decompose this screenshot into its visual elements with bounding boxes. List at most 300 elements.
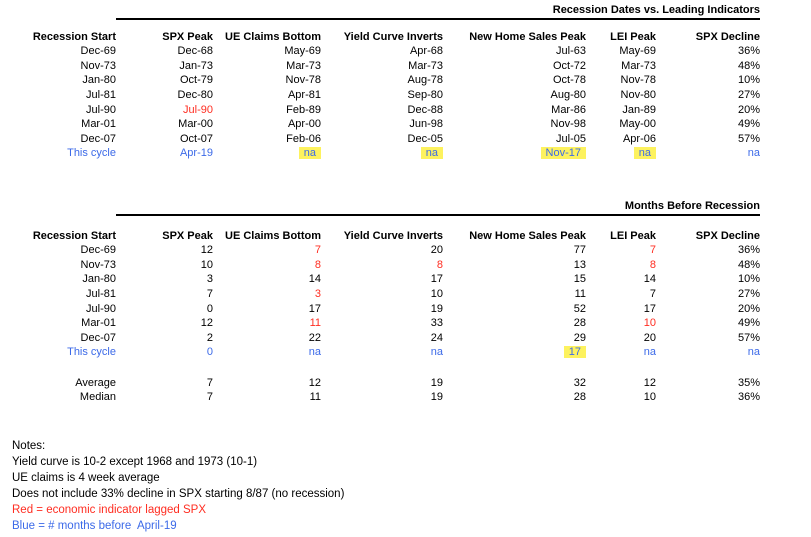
cell: [213, 316, 321, 331]
cell: [213, 146, 321, 161]
cell-text: 33: [430, 317, 443, 330]
table-row: [0, 360, 760, 391]
cell: [321, 88, 443, 103]
cell-text: Dec-07: [80, 132, 116, 145]
cell: [321, 360, 443, 391]
cell-text: 12: [200, 317, 213, 330]
cell: [656, 345, 760, 360]
cell-text: na: [747, 346, 760, 359]
cell-text: Dec-68: [177, 45, 213, 58]
cell-text: Dec-05: [407, 132, 443, 145]
header-row: [0, 19, 760, 45]
cell-text: na: [308, 346, 321, 359]
cell-text: Dec-07: [80, 331, 116, 344]
column-header: SPX Peak: [162, 30, 213, 43]
cell: [656, 88, 760, 103]
note-line: Yield curve is 10-2 except 1968 and 1973 (10-1): [12, 456, 258, 469]
cell: [656, 103, 760, 118]
cell-text: Oct-79: [179, 74, 213, 87]
cell-text: Oct-78: [552, 74, 586, 87]
cell-text: Mar-01: [81, 317, 116, 330]
cell: [586, 59, 656, 74]
cell: [0, 243, 116, 258]
cell-text: Nov-98: [550, 118, 586, 131]
cell: [116, 132, 213, 147]
cell-text: Jul-81: [86, 287, 116, 300]
cell-text: 19: [430, 302, 443, 315]
cell-text: 13: [573, 258, 586, 271]
cell-text: Jul-05: [556, 132, 586, 145]
cell: [116, 117, 213, 132]
cell-text: 57%: [737, 132, 760, 145]
cell: [213, 331, 321, 346]
cell: [116, 331, 213, 346]
cell-text: Jan-80: [82, 273, 116, 286]
cell-text: Nov-73: [80, 59, 116, 72]
cell: [656, 117, 760, 132]
cell: [321, 73, 443, 88]
cell-text: 27%: [737, 287, 760, 300]
table-title: Recession Dates vs. Leading Indicators: [116, 3, 760, 19]
cell-text: Jun-98: [409, 118, 443, 131]
cell-text: Jan-73: [179, 59, 213, 72]
cell: [321, 59, 443, 74]
cell-text: 7: [649, 244, 656, 257]
cell: [0, 272, 116, 287]
cell-text: 7: [314, 244, 321, 257]
cell: [586, 287, 656, 302]
cell: [0, 73, 116, 88]
cell: [116, 44, 213, 59]
cell: [213, 117, 321, 132]
cell-text: Aug-78: [407, 74, 443, 87]
cell: [443, 345, 586, 360]
cell: [213, 59, 321, 74]
cell: [656, 73, 760, 88]
cell-text: Aug-80: [550, 88, 586, 101]
cell-text: 10%: [737, 74, 760, 87]
cell-text: 20: [643, 331, 656, 344]
cell: [213, 302, 321, 317]
column-header: LEI Peak: [610, 30, 656, 43]
column-header: Yield Curve Inverts: [343, 229, 443, 242]
cell-text: Nov-80: [620, 88, 656, 101]
cell-text: na: [421, 147, 443, 159]
cell: [0, 316, 116, 331]
cell: [213, 88, 321, 103]
cell-text: 0: [206, 302, 213, 315]
cell-text: Jul-90: [86, 302, 116, 315]
column-header: Recession Start: [32, 30, 116, 43]
cell: [0, 132, 116, 147]
cell-text: 2: [206, 331, 213, 344]
cell-text: 7: [206, 287, 213, 300]
cell: [443, 88, 586, 103]
table-row: [0, 59, 760, 74]
cell: [0, 44, 116, 59]
cell: [0, 331, 116, 346]
cell: [656, 146, 760, 161]
cell: [586, 146, 656, 161]
table-row: [0, 132, 760, 147]
column-header: New Home Sales Peak: [469, 30, 586, 43]
column-header: SPX Decline: [695, 229, 760, 242]
cell-text: 15: [573, 273, 586, 286]
cell: [321, 272, 443, 287]
cell-text: na: [430, 346, 443, 359]
cell: [443, 146, 586, 161]
cell-text: 3: [206, 273, 213, 286]
cell: [116, 146, 213, 161]
cell-text: 22: [308, 331, 321, 344]
cell: [656, 331, 760, 346]
cell: [443, 302, 586, 317]
table-row: [0, 117, 760, 132]
cell: [586, 360, 656, 391]
cell-text: Dec-69: [80, 244, 116, 257]
table-body: [0, 44, 760, 161]
table-row: [0, 345, 760, 360]
cell: [0, 258, 116, 273]
table-row: [0, 287, 760, 302]
cell: [656, 132, 760, 147]
cell-text: Dec-88: [407, 103, 443, 116]
cell-text: Apr-68: [409, 45, 443, 58]
cell: [321, 316, 443, 331]
cell-text: na: [747, 147, 760, 160]
cell: [213, 360, 321, 391]
cell: [116, 59, 213, 74]
cell: [116, 258, 213, 273]
column-header: SPX Decline: [695, 30, 760, 43]
cell-text: 17: [643, 302, 656, 315]
table-row: [0, 243, 760, 258]
cell-text: 52: [573, 302, 586, 315]
cell: [586, 258, 656, 273]
cell: [443, 44, 586, 59]
cell: [443, 117, 586, 132]
column-header: New Home Sales Peak: [469, 229, 586, 242]
cell-text: 3: [314, 287, 321, 300]
table-title: Months Before Recession: [116, 199, 760, 215]
cell: [321, 287, 443, 302]
cell: [0, 88, 116, 103]
cell-text: Jul-63: [556, 45, 586, 58]
cell: [116, 103, 213, 118]
cell: [586, 44, 656, 59]
cell-text: 11: [309, 317, 321, 330]
cell: [0, 302, 116, 317]
cell-text: 36%: [737, 244, 760, 257]
cell: [321, 345, 443, 360]
cell-text: Jan-89: [622, 103, 656, 116]
cell: [586, 272, 656, 287]
cell: [321, 258, 443, 273]
cell: [656, 390, 760, 405]
column-header: SPX Peak: [162, 229, 213, 242]
cell: [443, 390, 586, 405]
cell-text: Nov-78: [285, 74, 321, 87]
cell: [443, 331, 586, 346]
cell-text: 8: [436, 258, 443, 271]
cell: [213, 132, 321, 147]
cell-text: 49%: [737, 118, 760, 131]
header-row: [0, 215, 760, 244]
cell-text: Mar-73: [621, 59, 656, 72]
cell: [116, 360, 213, 391]
notes: [12, 438, 811, 534]
cell: [586, 331, 656, 346]
title-row: [0, 3, 760, 19]
column-header: Recession Start: [32, 229, 116, 242]
table-row: [0, 103, 760, 118]
cell-text: 48%: [737, 59, 760, 72]
spacer-cell: [0, 199, 116, 215]
cell-text: 57%: [737, 331, 760, 344]
cell-text: 20%: [737, 103, 760, 116]
cell-text: May-69: [284, 45, 321, 58]
cell-text: Sep-80: [407, 88, 443, 101]
cell-text: Apr-19: [179, 147, 213, 160]
cell-text: Median: [79, 391, 116, 404]
cell: [321, 132, 443, 147]
table-row: [0, 258, 760, 273]
cell: [0, 345, 116, 360]
note-line: Blue = # months before April-19: [12, 520, 177, 533]
table-row: [0, 272, 760, 287]
spacer-cell: [0, 3, 116, 19]
cell: [443, 243, 586, 258]
cell: [586, 132, 656, 147]
cell-text: Dec-80: [177, 88, 213, 101]
cell-text: 17: [308, 302, 321, 315]
cell: [586, 243, 656, 258]
cell-text: 8: [314, 258, 321, 271]
cell: [656, 243, 760, 258]
cell: [213, 258, 321, 273]
title-row: [0, 199, 760, 215]
cell-text: 10: [643, 391, 656, 404]
table-row: [0, 73, 760, 88]
table-row: [0, 316, 760, 331]
column-header: UE Claims Bottom: [225, 229, 321, 242]
column-header: Yield Curve Inverts: [343, 30, 443, 43]
cell: [443, 258, 586, 273]
note-line: Red = economic indicator lagged SPX: [12, 504, 207, 517]
cell-text: Mar-01: [81, 118, 116, 131]
cell: [0, 360, 116, 391]
cell: [321, 44, 443, 59]
cell: [116, 272, 213, 287]
cell: [116, 390, 213, 405]
cell: [443, 59, 586, 74]
cell: [656, 59, 760, 74]
cell-text: 20%: [737, 302, 760, 315]
cell-text: 14: [308, 273, 321, 286]
cell-text: 36%: [737, 391, 760, 404]
cell: [443, 287, 586, 302]
cell: [443, 132, 586, 147]
cell: [213, 345, 321, 360]
cell-text: 19: [430, 376, 443, 389]
cell-text: 48%: [737, 258, 760, 271]
note-line: Notes:: [12, 440, 46, 453]
cell-text: Dec-69: [80, 45, 116, 58]
cell-text: na: [643, 346, 656, 359]
cell: [586, 88, 656, 103]
cell-text: Mar-00: [178, 118, 213, 131]
cell-text: Apr-06: [622, 132, 656, 145]
cell-text: na: [634, 147, 656, 159]
cell: [0, 390, 116, 405]
cell-text: 12: [200, 244, 213, 257]
cell-text: 36%: [737, 45, 760, 58]
cell: [321, 117, 443, 132]
cell: [213, 390, 321, 405]
cell: [213, 103, 321, 118]
cell-text: 10: [430, 287, 443, 300]
cell-text: 11: [309, 391, 321, 404]
cell-text: Average: [75, 376, 116, 389]
cell-text: 11: [574, 287, 586, 300]
cell: [656, 272, 760, 287]
cell: [656, 360, 760, 391]
cell-text: 10: [200, 258, 213, 271]
cell-text: 0: [206, 346, 213, 359]
cell-text: Jan-80: [82, 74, 116, 87]
cell: [321, 302, 443, 317]
cell: [586, 390, 656, 405]
column-header: LEI Peak: [610, 229, 656, 242]
cell: [0, 287, 116, 302]
cell: [116, 302, 213, 317]
recession-dates-table: [0, 3, 760, 161]
cell-text: 8: [649, 258, 656, 271]
cell-text: 35%: [737, 376, 760, 389]
months-before-recession-table: [0, 199, 760, 405]
cell-text: Mar-73: [286, 59, 321, 72]
cell: [116, 88, 213, 103]
cell-text: 12: [643, 376, 656, 389]
cell-text: Jul-81: [86, 88, 116, 101]
cell-text: May-69: [619, 45, 656, 58]
cell-text: 77: [573, 244, 586, 257]
cell: [443, 272, 586, 287]
cell: [321, 331, 443, 346]
cell: [586, 103, 656, 118]
cell-text: Oct-07: [179, 132, 213, 145]
table-row: [0, 88, 760, 103]
table-row: [0, 44, 760, 59]
cell: [116, 316, 213, 331]
cell-text: 17: [430, 273, 443, 286]
cell-text: na: [299, 147, 321, 159]
cell: [213, 243, 321, 258]
cell-text: 14: [643, 273, 656, 286]
cell-text: Nov-78: [620, 74, 656, 87]
cell-text: 49%: [737, 317, 760, 330]
cell-text: Mar-86: [551, 103, 586, 116]
cell-text: 29: [573, 331, 586, 344]
note-line: UE claims is 4 week average: [12, 472, 160, 485]
table-row: [0, 390, 760, 405]
cell-text: 12: [308, 376, 321, 389]
cell-text: 10: [643, 317, 656, 330]
cell: [116, 345, 213, 360]
cell-text: 27%: [737, 88, 760, 101]
cell-text: 20: [430, 244, 443, 257]
table-row: [0, 146, 760, 161]
cell: [443, 103, 586, 118]
table-row: [0, 331, 760, 346]
table-row: [0, 302, 760, 317]
cell-text: 10%: [737, 273, 760, 286]
cell: [0, 117, 116, 132]
cell: [213, 73, 321, 88]
cell: [656, 316, 760, 331]
cell-text: Feb-06: [286, 132, 321, 145]
cell: [443, 360, 586, 391]
cell-text: Jul-90: [86, 103, 116, 116]
cell-text: Apr-81: [287, 88, 321, 101]
cell: [321, 146, 443, 161]
cell: [213, 44, 321, 59]
cell: [586, 302, 656, 317]
cell: [656, 302, 760, 317]
cell: [656, 287, 760, 302]
cell-text: 7: [206, 391, 213, 404]
cell-text: Apr-00: [287, 118, 321, 131]
cell: [656, 258, 760, 273]
cell: [116, 73, 213, 88]
cell: [321, 103, 443, 118]
cell: [0, 59, 116, 74]
cell: [213, 287, 321, 302]
cell: [586, 316, 656, 331]
cell-text: 28: [573, 391, 586, 404]
note-line: Does not include 33% decline in SPX starting 8/87 (no recession): [12, 488, 345, 501]
cell: [321, 243, 443, 258]
cell-text: 19: [430, 391, 443, 404]
cell-text: 28: [573, 317, 586, 330]
cell: [116, 243, 213, 258]
column-header: UE Claims Bottom: [225, 30, 321, 43]
cell-text: 7: [649, 287, 656, 300]
cell: [213, 272, 321, 287]
cell-text: 24: [430, 331, 443, 344]
cell: [586, 117, 656, 132]
cell-text: Jul-90: [183, 103, 213, 116]
cell-text: Feb-89: [286, 103, 321, 116]
cell-text: May-00: [619, 118, 656, 131]
cell-text: 7: [206, 376, 213, 389]
cell: [321, 390, 443, 405]
cell: [656, 44, 760, 59]
cell-text: Oct-72: [552, 59, 586, 72]
cell-text: This cycle: [67, 346, 116, 359]
cell-text: Nov-17: [541, 147, 586, 159]
table-body: [0, 243, 760, 405]
cell: [586, 73, 656, 88]
cell: [0, 146, 116, 161]
cell-text: This cycle: [67, 147, 116, 160]
cell: [443, 316, 586, 331]
cell: [443, 73, 586, 88]
cell: [586, 345, 656, 360]
cell-text: Nov-73: [80, 258, 116, 271]
cell-text: 32: [573, 376, 586, 389]
cell-text: 17: [564, 346, 586, 358]
